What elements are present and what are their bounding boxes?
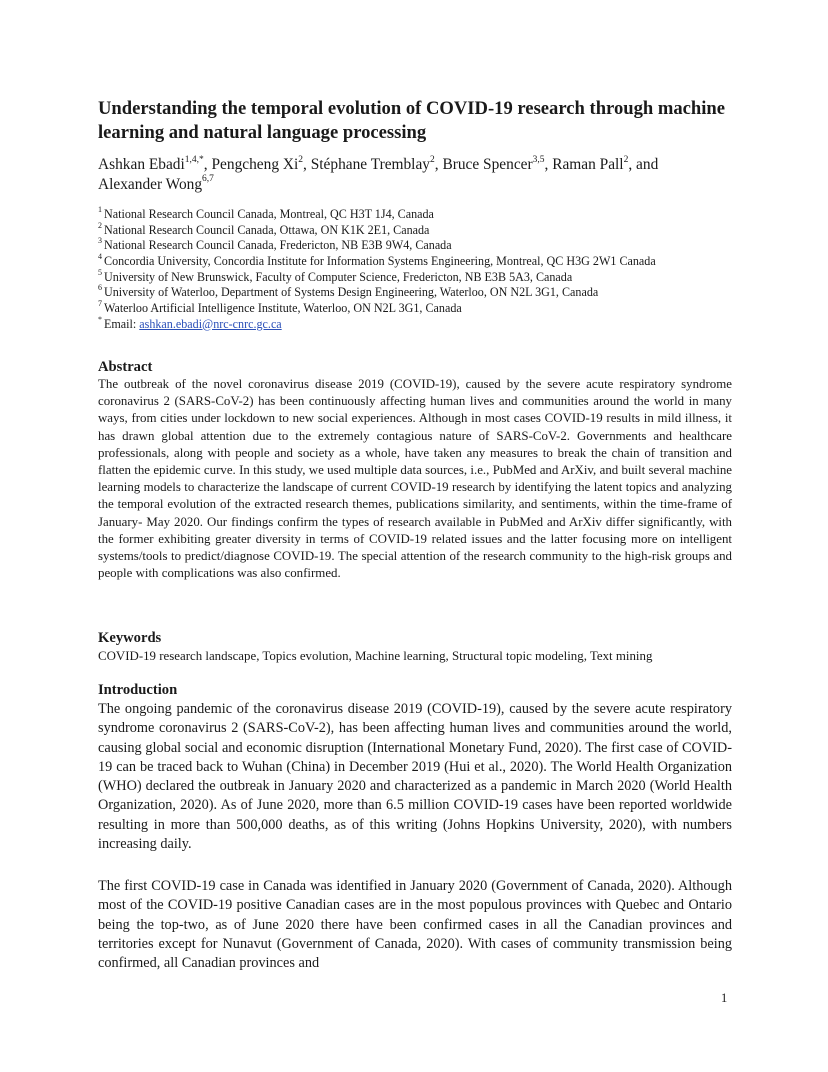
affiliation-item	[98, 267, 738, 286]
affiliation-item	[98, 220, 738, 239]
affiliation-list	[98, 204, 738, 332]
affiliation-text: National Research Council Canada, Fredericton, NB E3B 9W4, Canada	[104, 238, 452, 253]
author-separator: ,	[544, 156, 553, 173]
affiliation-item	[98, 238, 738, 254]
page-number: 1	[721, 991, 728, 1005]
author-affiliation-mark: 2	[623, 154, 629, 165]
affiliation-number: 7	[98, 298, 102, 308]
author-separator: , and	[628, 156, 659, 173]
author-separator: ,	[303, 156, 311, 173]
affiliation-text: University of Waterloo, Department of Systems Design Engineering, Waterloo, ON N2L 3G1, Canada	[104, 285, 599, 300]
affiliation-text: University of New Brunswick, Faculty of Computer Science, Fredericton, NB E3B 5A3, Canada	[104, 269, 573, 284]
affiliation-number: 3	[98, 236, 102, 246]
corresponding-mark: *	[98, 314, 102, 324]
affiliation-number: 4	[98, 251, 102, 261]
introduction-heading: Introduction	[98, 682, 178, 698]
paper-title: Understanding the temporal evolution of COVID-19 research through machine learning and natural language processing	[98, 98, 726, 143]
keywords-heading: Keywords	[98, 630, 162, 646]
affiliation-item	[98, 285, 738, 301]
author-affiliation-mark: 2	[430, 154, 435, 165]
author-affiliation-mark: 1,4,*	[184, 154, 204, 165]
affiliation-item	[98, 251, 738, 270]
affiliation-number: 1	[98, 204, 102, 214]
author-name: Bruce Spencer	[442, 156, 533, 173]
introduction-paragraph: The first COVID-19 case in Canada was identified in January 2020 (Government of Canada, 2020). Although most of the COVID-19 positive Canadian cases are in the most populous provinces with Quebec and Ontario being the top-two, as of June 2020 there have been confirmed cases in all the Canadian provinces and territories except for Nunavut (Government of Canada, 2020). With cases of community transmission being confirmed, all Canadian provinces and	[98, 878, 732, 972]
email-label: Email:	[104, 316, 140, 331]
author-name: Stéphane Tremblay	[310, 156, 430, 173]
author-list	[98, 155, 738, 194]
abstract-heading: Abstract	[98, 359, 153, 375]
affiliation-text: National Research Council Canada, Ottawa, ON K1K 2E1, Canada	[104, 222, 430, 237]
author-affiliation-mark: 2	[298, 154, 304, 165]
author-name: Pengcheng Xi	[211, 156, 299, 173]
affiliation-number: 5	[98, 267, 102, 277]
author-name: Raman Pall	[552, 156, 624, 173]
keywords-text: COVID-19 research landscape, Topics evolution, Machine learning, Structural topic modeling, Text mining	[98, 649, 653, 663]
email-link[interactable]: ashkan.ebadi@nrc-cnrc.gc.ca	[139, 316, 282, 331]
author-separator: ,	[434, 156, 443, 173]
author-affiliation-mark: 3,5	[532, 154, 545, 165]
affiliation-number: 2	[98, 220, 102, 230]
author-name: Ashkan Ebadi	[98, 156, 185, 173]
author-separator: ,	[203, 156, 212, 173]
affiliation-item	[98, 298, 738, 317]
affiliation-text: Waterloo Artificial Intelligence Institute, Waterloo, ON N2L 3G1, Canada	[104, 300, 462, 315]
author-name: Alexander Wong	[98, 175, 203, 193]
affiliation-number: 6	[98, 283, 102, 293]
corresponding-email	[98, 314, 738, 333]
affiliation-item	[98, 204, 738, 223]
affiliation-text: Concordia University, Concordia Institute for Information Systems Engineering, Montreal, QC H3G 2W1 Canada	[104, 253, 656, 268]
introduction-paragraph: The ongoing pandemic of the coronavirus disease 2019 (COVID-19), caused by the severe acute respiratory syndrome coronavirus 2 (SARS-CoV-2), has been affecting human lives and communities around the world, causing global social and economic disruption (International Monetary Fund, 2020). The first case of COVID-19 can be traced back to Wuhan (China) in December 2019 (Hui et al., 2020). The World Health Organization (WHO) declared the outbreak in January 2020 and characterized as a pandemic in March 2020 (World Health Organization, 2020). As of June 2020, more than 6.5 million COVID-19 cases have been reported worldwide resulting in more than 500,000 deaths, as of this writing (Johns Hopkins University, 2020), with numbers increasing daily.	[98, 701, 732, 853]
author-affiliation-mark: 6,7	[202, 174, 214, 185]
abstract-text: The outbreak of the novel coronavirus disease 2019 (COVID-19), caused by the severe acute respiratory syndrome coronavirus 2 (SARS-CoV-2) has been continuously affecting human lives and communities around the world in many ways, from cities under lockdown to new social experiences. Although in most cases COVID-19 results in mild illness, it has drawn global attention due to the extremely contagious nature of SARS-CoV-2. Governments and healthcare professionals, along with people and society as a whole, have taken any measures to break the chain of transition and flatten the epidemic curve. In this study, we used multiple data sources, i.e., PubMed and ArXiv, and built several machine learning models to characterize the landscape of current COVID-19 research by identifying the latent topics and analyzing the temporal evolution of the extracted research themes, publications similarity, and sentiments, within the time-frame of January- May 2020. Our findings confirm the types of research available in PubMed and ArXiv differ significantly, with the former exhibiting greater diversity in terms of COVID-19 related issues and the latter focusing more on intelligent systems/tools to predict/diagnose COVID-19. The special attention of the research community to the high-risk groups and people with complications was also confirmed.	[98, 377, 732, 581]
affiliation-text: National Research Council Canada, Montreal, QC H3T 1J4, Canada	[104, 207, 434, 221]
